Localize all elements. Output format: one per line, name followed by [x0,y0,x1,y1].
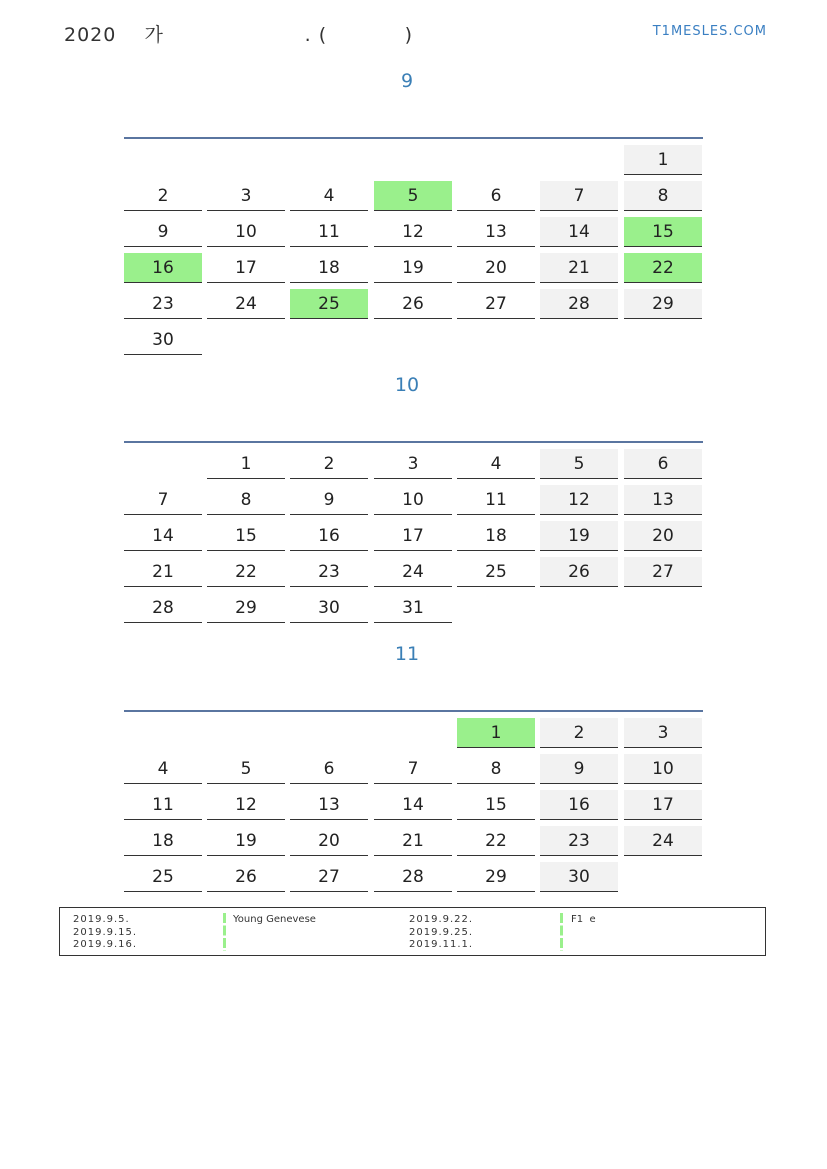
day-cell: 21 [124,557,202,587]
month-title: 10 [394,374,420,396]
day-cell: 22 [207,557,285,587]
day-cell: 29 [457,862,535,892]
day-cell: 5 [540,449,618,479]
day-cell: 7 [374,754,452,784]
day-cell: 4 [457,449,535,479]
legend-right-names [571,914,596,927]
day-cell: 3 [374,449,452,479]
day-cell: 22 [457,826,535,856]
day-cell: 17 [207,253,285,283]
month-title: 11 [394,643,420,665]
month-grid [124,137,703,361]
legend-date: 2019.9.22. [409,914,474,925]
day-cell: 24 [624,826,702,856]
day-cell: 20 [290,826,368,856]
legend-right-dates [409,914,473,952]
day-cell: 7 [540,181,618,211]
day-cell: 17 [374,521,452,551]
day-cell: 12 [374,217,452,247]
day-cell: 28 [374,862,452,892]
legend-date: 2019.9.25. [409,926,474,938]
legend-date: 2019.9.16. [73,939,138,950]
day-cell: 25 [124,862,202,892]
day-cell: 2 [540,718,618,748]
day-cell: 11 [290,217,368,247]
day-cell: 8 [207,485,285,515]
day-cell: 3 [624,718,702,748]
day-cell: 10 [624,754,702,784]
day-cell: 26 [540,557,618,587]
day-cell: 29 [207,593,285,623]
day-cell: 23 [124,289,202,319]
brand-link[interactable]: T1MESLES.COM [652,24,767,39]
day-cell: 27 [290,862,368,892]
day-cell: 6 [624,449,702,479]
day-cell: 13 [457,217,535,247]
day-cell: 30 [124,325,202,355]
holiday-day-cell: 16 [124,253,202,283]
day-cell: 15 [457,790,535,820]
day-cell: 18 [124,826,202,856]
day-cell: 16 [540,790,618,820]
day-cell: 12 [207,790,285,820]
day-cell: 11 [124,790,202,820]
day-cell: 14 [374,790,452,820]
legend-date: 2019.9.5. [73,914,130,925]
legend-left-names [233,914,316,927]
day-cell: 30 [290,593,368,623]
day-cell: 13 [624,485,702,515]
day-cell: 4 [124,754,202,784]
day-cell: 28 [540,289,618,319]
holiday-day-cell: 15 [624,217,702,247]
legend-highlight-swatch [223,913,226,951]
day-cell: 26 [374,289,452,319]
day-cell: 31 [374,593,452,623]
holiday-day-cell: 25 [290,289,368,319]
legend-name: F1 e [571,914,596,925]
day-cell: 8 [624,181,702,211]
day-cell: 11 [457,485,535,515]
day-cell: 18 [457,521,535,551]
day-cell: 1 [207,449,285,479]
day-cell: 27 [457,289,535,319]
legend-left-dates [73,914,137,952]
day-cell: 8 [457,754,535,784]
day-cell: 27 [624,557,702,587]
month-grid [124,710,703,898]
day-cell: 9 [124,217,202,247]
day-cell: 21 [540,253,618,283]
day-cell: 25 [457,557,535,587]
month-grid [124,441,703,629]
legend-date: 2019.11.1. [409,939,474,950]
holiday-legend [59,907,766,956]
day-cell: 18 [290,253,368,283]
day-cell: 19 [207,826,285,856]
day-cell: 29 [624,289,702,319]
day-cell: 16 [290,521,368,551]
day-cell: 19 [374,253,452,283]
day-cell: 30 [540,862,618,892]
holiday-day-cell: 5 [374,181,452,211]
day-cell: 3 [207,181,285,211]
day-cell: 14 [124,521,202,551]
day-cell: 24 [374,557,452,587]
day-cell: 5 [207,754,285,784]
day-cell: 9 [290,485,368,515]
day-cell: 21 [374,826,452,856]
month-title: 9 [400,70,414,92]
day-cell: 4 [290,181,368,211]
day-cell: 7 [124,485,202,515]
day-cell: 24 [207,289,285,319]
day-cell: 10 [207,217,285,247]
day-cell: 19 [540,521,618,551]
legend-date: 2019.9.15. [73,926,138,938]
day-cell: 10 [374,485,452,515]
day-cell: 20 [457,253,535,283]
day-cell: 6 [290,754,368,784]
legend-highlight-swatch [560,913,563,951]
day-cell: 15 [207,521,285,551]
day-cell: 1 [624,145,702,175]
day-cell: 28 [124,593,202,623]
day-cell: 2 [124,181,202,211]
page-title: 2020 가 . ( ) [64,24,413,46]
day-cell: 20 [624,521,702,551]
legend-name: Young Genevese [233,914,316,925]
holiday-day-cell: 22 [624,253,702,283]
holiday-day-cell: 1 [457,718,535,748]
day-cell: 9 [540,754,618,784]
day-cell: 6 [457,181,535,211]
day-cell: 13 [290,790,368,820]
day-cell: 2 [290,449,368,479]
day-cell: 17 [624,790,702,820]
day-cell: 23 [290,557,368,587]
day-cell: 23 [540,826,618,856]
day-cell: 14 [540,217,618,247]
day-cell: 26 [207,862,285,892]
day-cell: 12 [540,485,618,515]
